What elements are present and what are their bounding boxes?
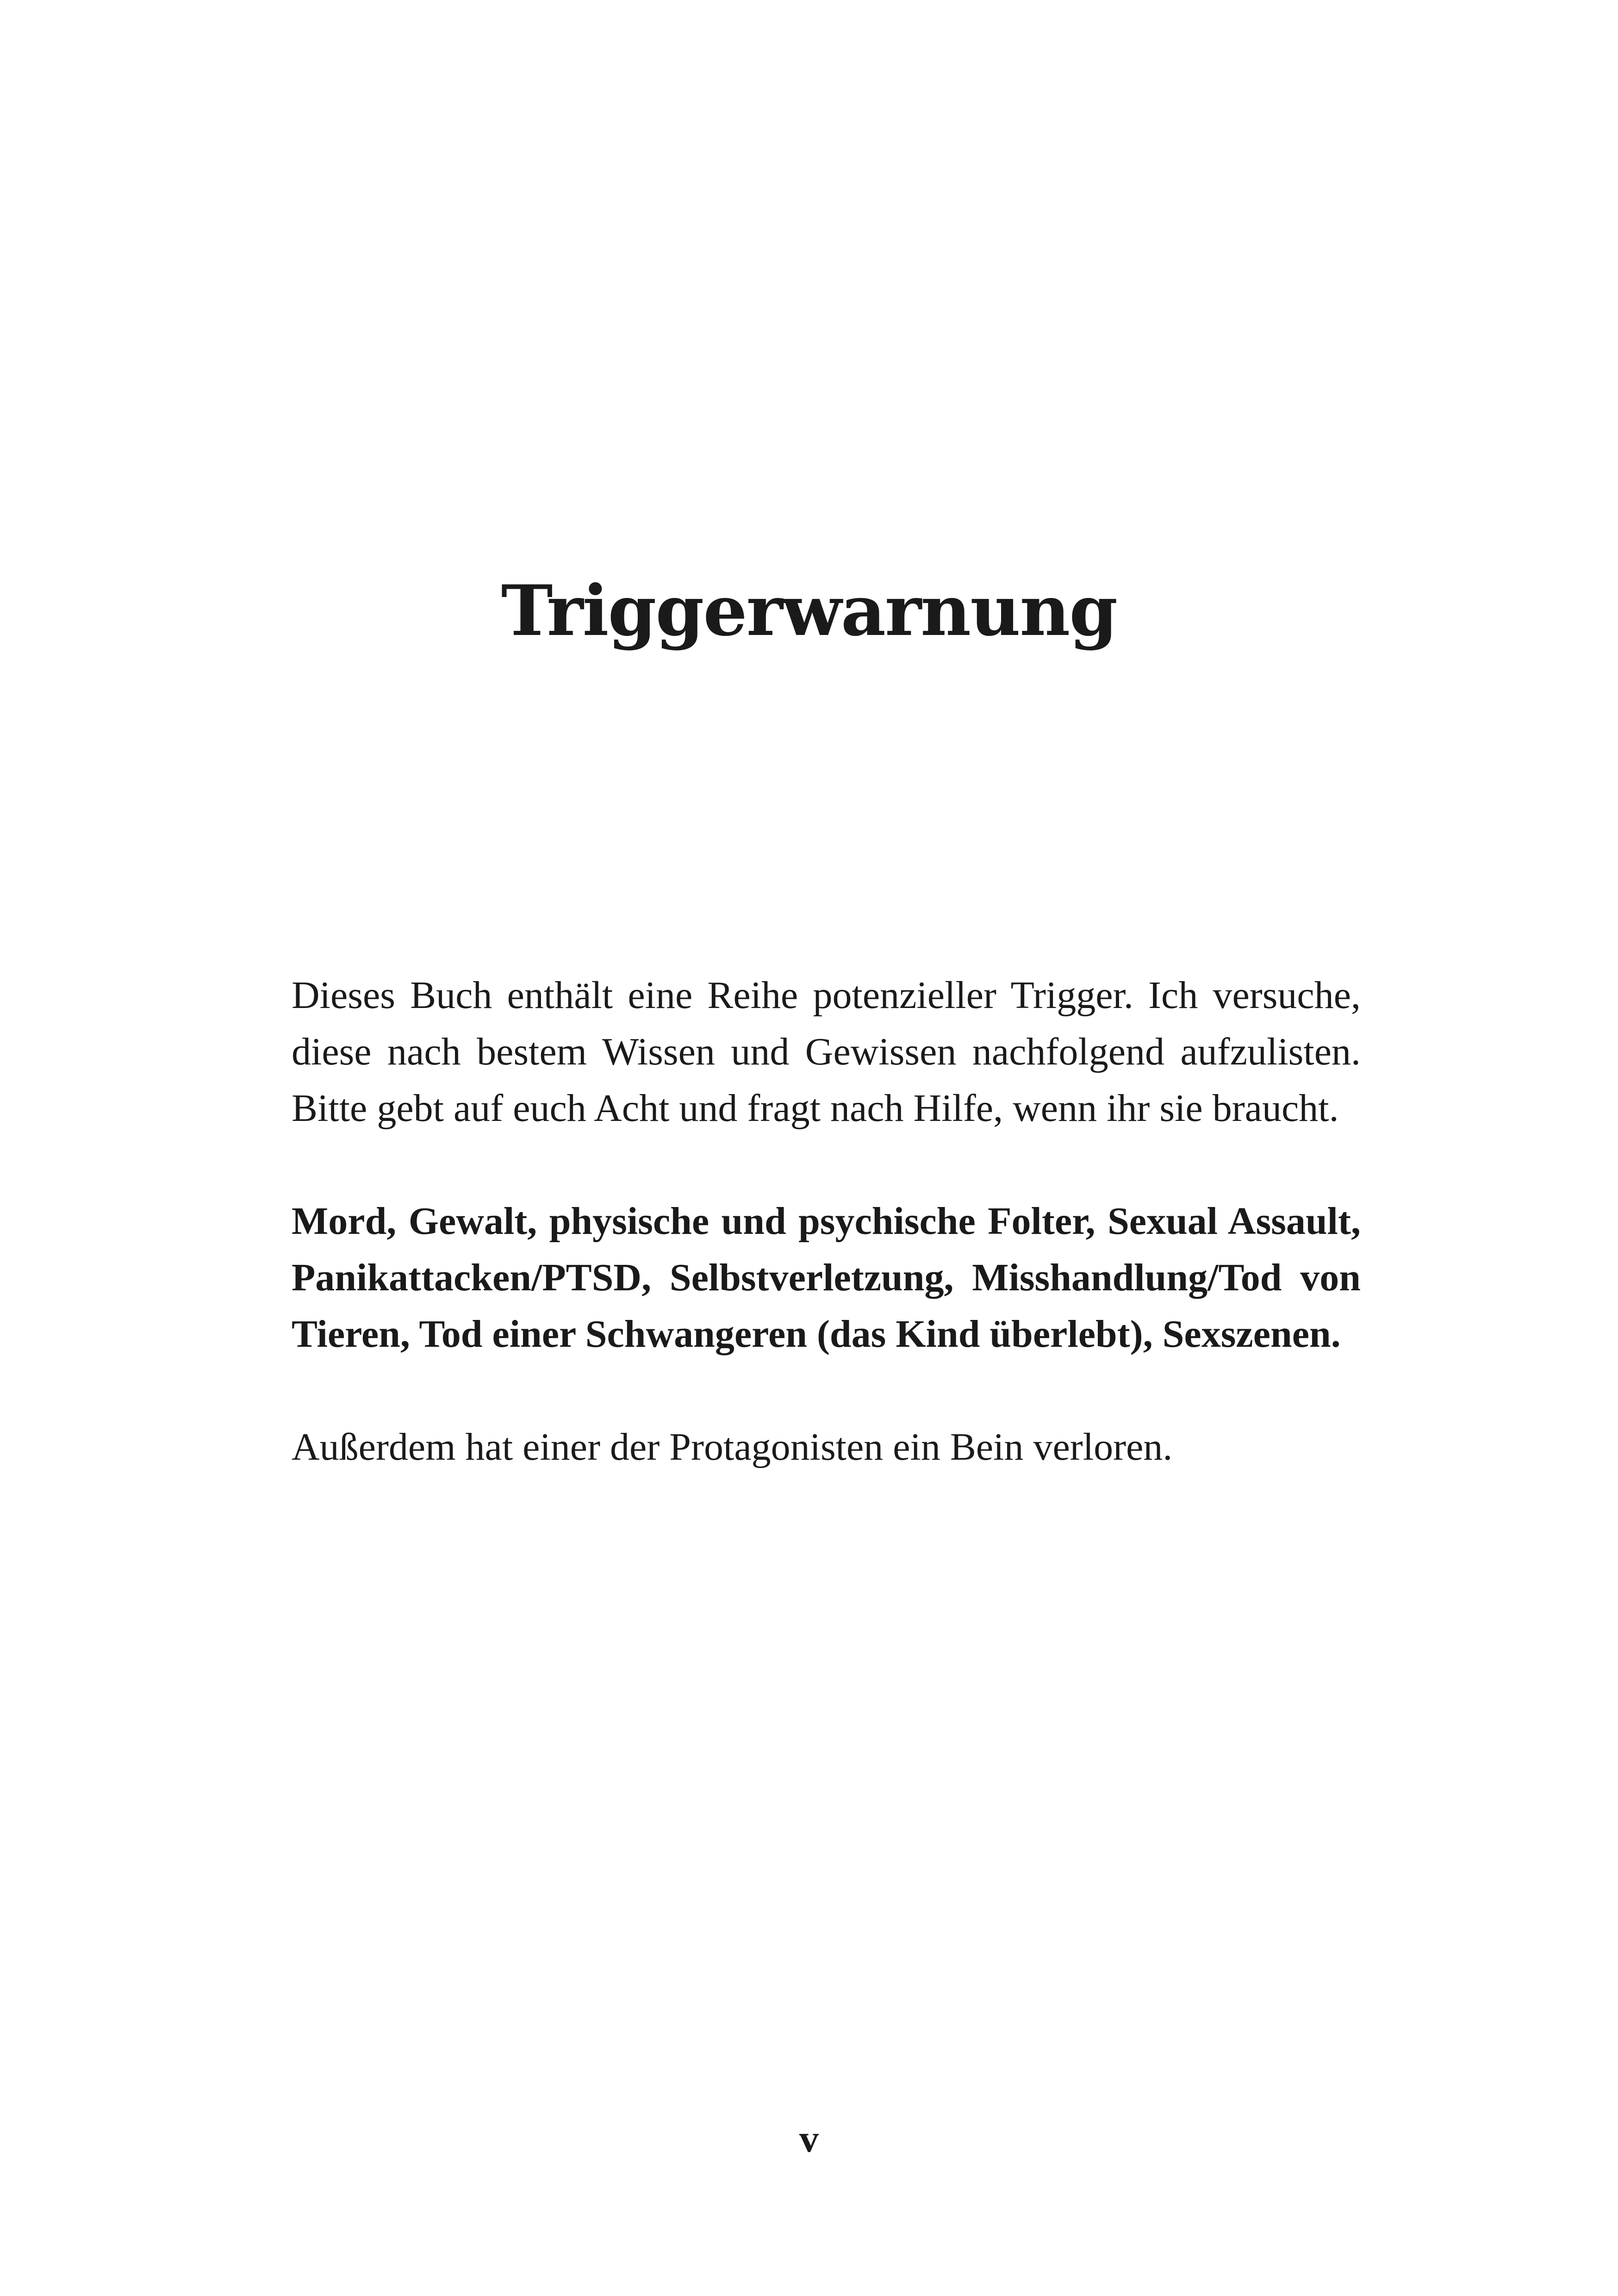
intro-paragraph: Dieses Buch enthält eine Reihe potenzieller Trigger. Ich versuche, diese nach bestem Wissen und Gewissen nachfolgend aufzulisten. Bitte gebt auf euch Acht und fragt nach Hilfe, wenn ihr sie braucht.	[292, 974, 1361, 1130]
trigger-list-paragraph: Mord, Gewalt, physische und psychische Folter, Sexual Assault, Panikattacken/PTSD, Selbstverletzung, Misshandlung/Tod von Tieren, Tod einer Schwangeren (das Kind überlebt), Sexszenen.	[292, 1200, 1361, 1356]
closing-paragraph: Außerdem hat einer der Protagonisten ein Bein verloren.	[292, 1425, 1173, 1468]
page-number: v	[799, 2117, 819, 2160]
page-body	[292, 967, 1361, 1532]
page-title: Triggerwarnung	[501, 570, 1117, 652]
